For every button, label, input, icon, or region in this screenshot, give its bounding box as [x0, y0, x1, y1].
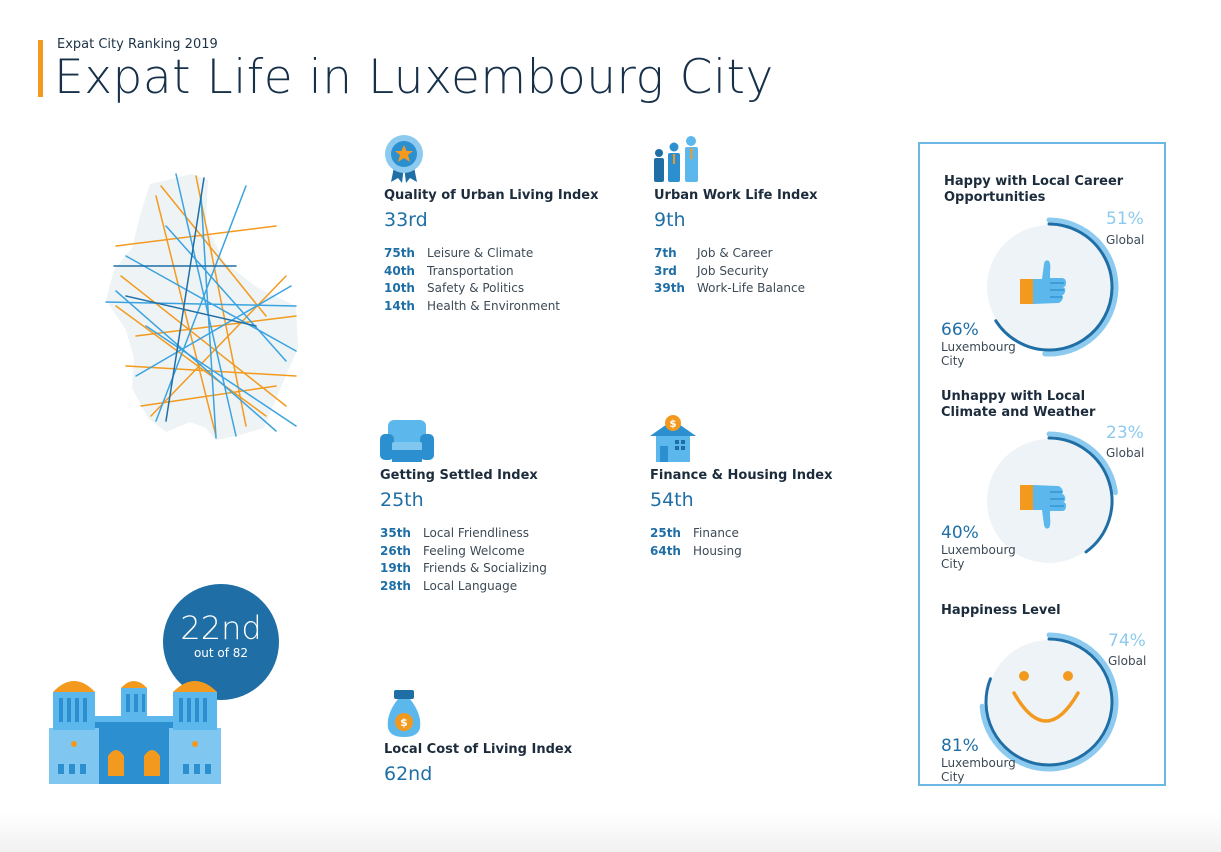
gauge-title: Unhappy with Local Climate and Weather	[941, 389, 1096, 420]
sub-index-row	[654, 245, 818, 263]
gauge-background	[987, 640, 1111, 764]
sub-index-label: Health & Environment	[427, 299, 561, 314]
index-name: Urban Work Life Index	[654, 188, 818, 203]
title-accent-bar	[38, 40, 43, 97]
sub-index-label: Local Language	[423, 579, 518, 594]
gauge-title: Happy with Local Career Opportunities	[944, 174, 1124, 205]
overall-out-of: out of 82	[193, 646, 249, 660]
award-ribbon-icon	[384, 134, 424, 184]
index-rank: 9th	[654, 209, 686, 231]
gauge-chart	[978, 216, 1120, 358]
sub-index-label: Job & Career	[697, 246, 773, 260]
sub-index-rank: 64th	[650, 543, 681, 558]
gauge-global-value: 23%	[1106, 423, 1144, 443]
sub-index-label: Work-Life Balance	[697, 281, 806, 296]
sub-index-row	[650, 525, 832, 543]
sub-index-row	[650, 543, 832, 561]
people-group-icon	[654, 136, 700, 184]
gauge-city-value: 81%	[941, 736, 979, 756]
sub-index-rank: 25th	[650, 526, 681, 540]
gauge-city-value: 66%	[941, 320, 979, 340]
sub-index-label: Leisure & Climate	[427, 246, 534, 260]
gauge-city-label: Luxembourg City	[941, 543, 1016, 571]
luxembourg-map-illustration	[96, 166, 306, 446]
gauge-global-label: Global	[1106, 446, 1145, 460]
sub-index-row	[654, 280, 818, 298]
sub-index-rank: 14th	[384, 299, 415, 314]
gauge-city-label: Luxembourg City	[941, 756, 1016, 784]
sub-index-label: Transportation	[427, 263, 514, 278]
sub-index-rank: 10th	[384, 281, 415, 296]
overall-rank: 22nd	[180, 609, 262, 647]
sub-index-row	[384, 298, 599, 316]
gauge-global-label: Global	[1106, 233, 1145, 247]
index-rank: 33rd	[384, 209, 428, 231]
gauge-city-value: 40%	[941, 523, 979, 543]
sub-index-label: Safety & Politics	[427, 281, 525, 296]
sub-index-rank: 35th	[380, 526, 411, 540]
sub-index-row	[380, 525, 547, 543]
index-cost-of-living	[384, 690, 572, 785]
sub-index-row	[384, 245, 599, 263]
gauge-global-label: Global	[1108, 654, 1147, 668]
sub-index-rank: 75th	[384, 246, 415, 260]
sub-index-rank: 3rd	[654, 263, 677, 278]
sub-index-label: Job Security	[697, 263, 769, 278]
index-rank: 62nd	[384, 763, 433, 785]
index-quality-urban-living	[384, 134, 599, 316]
sub-index-label: Finance	[693, 526, 739, 540]
sub-index-row	[384, 263, 599, 281]
house-coin-icon	[650, 414, 696, 464]
sub-index-row	[380, 578, 547, 596]
sub-index-rank: 19th	[380, 561, 411, 576]
sub-index-row	[380, 560, 547, 578]
index-name: Local Cost of Living Index	[384, 742, 573, 757]
index-name: Quality of Urban Living Index	[384, 188, 599, 203]
index-name: Finance & Housing Index	[650, 468, 833, 483]
index-rank: 54th	[650, 489, 694, 511]
index-urban-work-life	[654, 136, 818, 298]
sub-index-row	[384, 280, 599, 298]
sub-index-label: Feeling Welcome	[423, 543, 525, 558]
index-rank: 25th	[380, 489, 424, 511]
index-getting-settled	[380, 416, 547, 596]
svg-text:$: $	[669, 419, 677, 430]
sub-index-label: Local Friendliness	[423, 526, 529, 540]
city-building-illustration	[44, 670, 226, 788]
sub-index-rank: 7th	[654, 246, 677, 260]
page-kicker: Expat City Ranking 2019	[57, 37, 218, 52]
sub-index-rank: 26th	[380, 543, 411, 558]
gauge-chart	[978, 631, 1120, 773]
svg-text:$: $	[400, 716, 408, 729]
sub-index-rank: 39th	[654, 281, 685, 296]
index-name: Getting Settled Index	[380, 468, 538, 483]
page-title: Expat Life in Luxembourg City	[54, 50, 774, 105]
sub-index-label: Friends & Socializing	[423, 561, 547, 576]
gauge-global-value: 51%	[1106, 209, 1144, 229]
survey-panel	[918, 142, 1166, 786]
gauge-title: Happiness Level	[941, 603, 1061, 618]
sub-index-label: Housing	[693, 543, 742, 558]
index-finance-housing	[650, 414, 832, 560]
sub-index-row	[654, 263, 818, 281]
sub-index-rank: 28th	[380, 579, 411, 594]
armchair-icon	[380, 416, 434, 464]
gauge-city-label: Luxembourg City	[941, 340, 1016, 368]
sub-index-row	[380, 543, 547, 561]
gauge-global-value: 74%	[1108, 631, 1146, 651]
sub-index-rank: 40th	[384, 263, 415, 278]
page-bottom-fade	[0, 812, 1221, 852]
money-bag-icon	[384, 690, 424, 738]
